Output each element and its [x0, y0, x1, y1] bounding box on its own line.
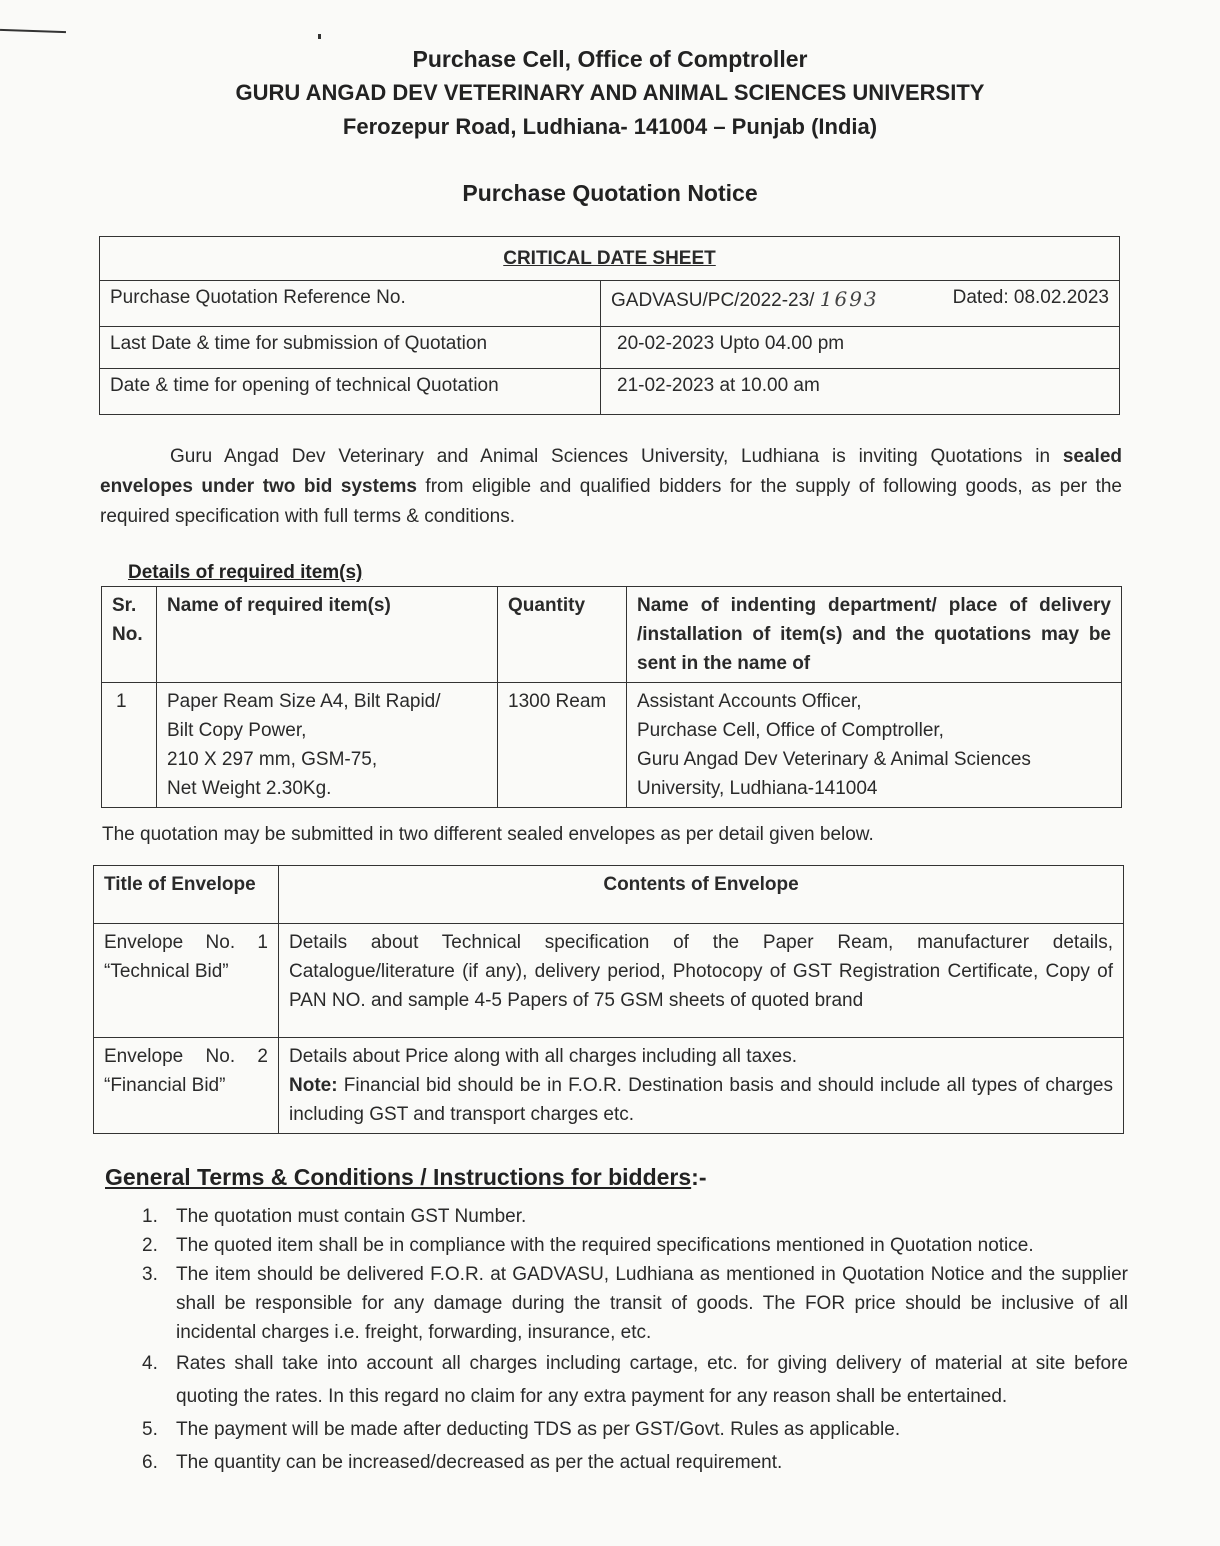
cds-label: Date & time for opening of technical Quotation — [100, 369, 601, 415]
term-number: 5. — [142, 1419, 158, 1440]
envelope-table — [93, 865, 1124, 1134]
envelope-1-title — [94, 924, 279, 1038]
items-header-department: Name of indenting department/ place of delivery /installation of item(s) and the quotations may be sent in the name of — [627, 587, 1122, 683]
header-university-name: GURU ANGAD DEV VETERINARY AND ANIMAL SCIENCES UNIVERSITY — [235, 80, 985, 105]
reference-date: Dated: 08.02.2023 — [952, 287, 1109, 308]
cds-value: 21-02-2023 at 10.00 am — [601, 369, 1120, 415]
items-header-name: Name of required item(s) — [157, 587, 498, 683]
intro-text-1: Guru Angad Dev Veterinary and Animal Sciences University, Ludhiana is inviting Quotations in — [170, 446, 1051, 467]
term-item — [106, 1347, 1128, 1413]
envelope-header-contents: Contents of Envelope — [279, 866, 1124, 924]
item-dept-line: Assistant Accounts Officer, — [637, 691, 862, 712]
items-table — [101, 586, 1122, 808]
header-address: Ferozepur Road, Ludhiana- 141004 – Punjab (India) — [342, 114, 878, 139]
envelope-1-label: “Technical Bid” — [104, 961, 229, 982]
items-header-sr: Sr. No. — [102, 587, 157, 683]
reference-number: GADVASU/PC/2022-23/ — [611, 290, 815, 311]
term-number: 1. — [142, 1206, 158, 1227]
envelope-header-title: Title of Envelope — [94, 866, 279, 924]
cds-reference-value — [601, 281, 1120, 327]
term-text: The quotation must contain GST Number. — [176, 1206, 527, 1227]
term-item — [106, 1202, 1128, 1231]
item-department — [627, 683, 1122, 808]
note-text: Financial bid should be in F.O.R. Destination basis and should include all types of charges including GST and transport charges etc. — [289, 1075, 1113, 1125]
term-text: The item should be delivered F.O.R. at GADVASU, Ludhiana as mentioned in Quotation Notice and the supplier shall be responsible for any damage during the transit of goods. The FOR price should be inclusive of all incidental charges i.e. freight, forwarding, insurance, etc. — [176, 1264, 1128, 1343]
term-text: The quantity can be increased/decreased as per the actual requirement. — [176, 1452, 783, 1473]
items-section-title: Details of required item(s) — [128, 562, 363, 583]
envelope-2-number: Envelope No. 2 — [104, 1046, 268, 1067]
term-item — [106, 1413, 1128, 1446]
envelope-2-label: “Financial Bid” — [104, 1075, 226, 1096]
envelope-2-text: Details about Price along with all charges including all taxes. — [289, 1046, 797, 1067]
items-header-quantity: Quantity — [498, 587, 627, 683]
term-number: 2. — [142, 1235, 158, 1256]
scan-mark — [0, 29, 66, 33]
terms-list — [106, 1202, 1128, 1479]
handwritten-number: 1693 — [819, 287, 879, 311]
critical-date-sheet-title: CRITICAL DATE SHEET — [503, 247, 716, 269]
term-number: 4. — [142, 1353, 158, 1374]
envelope-1-contents: Details about Technical specification of the Paper Ream, manufacturer details, Catalogue/literature (if any), delivery period, Photocopy of GST Registration Certificate, Copy of PAN NO. and sample 4-5 Papers of 75 GSM sheets of quoted brand — [279, 924, 1124, 1038]
term-item — [106, 1260, 1128, 1347]
cds-label: Purchase Quotation Reference No. — [100, 281, 601, 327]
terms-title-text: General Terms & Conditions / Instructions for bidders — [105, 1164, 692, 1190]
term-text: The quoted item shall be in compliance with the required specifications mentioned in Quotation notice. — [176, 1235, 1034, 1256]
item-name-line: Paper Ream Size A4, Bilt Rapid/ — [167, 691, 441, 712]
term-item — [106, 1231, 1128, 1260]
intro-text-2: from eligible and qualified bidders for the supply of following goods, as per the required specification with full terms & conditions. — [100, 476, 1122, 527]
item-sr: 1 — [102, 683, 157, 808]
scan-mark — [318, 34, 321, 39]
note-label: Note: — [289, 1075, 338, 1096]
term-item — [106, 1446, 1128, 1479]
item-name — [157, 683, 498, 808]
intro-bold-text: sealed envelopes under two bid systems — [100, 446, 1122, 497]
header-line-1: Purchase Cell, Office of Comptroller — [412, 46, 808, 72]
item-name-line: Net Weight 2.30Kg. — [167, 778, 332, 799]
critical-date-sheet — [99, 236, 1120, 415]
item-dept-line: University, Ludhiana-141004 — [637, 778, 878, 799]
term-number: 6. — [142, 1452, 158, 1473]
envelope-2-contents — [279, 1038, 1124, 1134]
envelope-intro: The quotation may be submitted in two different sealed envelopes as per detail given below. — [102, 824, 874, 845]
item-name-line: Bilt Copy Power, — [167, 720, 307, 741]
item-quantity: 1300 Ream — [498, 683, 627, 808]
terms-title — [105, 1164, 706, 1191]
term-text: The payment will be made after deducting TDS as per GST/Govt. Rules as applicable. — [176, 1419, 901, 1440]
item-dept-line: Guru Angad Dev Veterinary & Animal Sciences — [637, 749, 1031, 770]
intro-paragraph — [100, 442, 1122, 532]
terms-title-suffix: :- — [691, 1164, 707, 1190]
term-number: 3. — [142, 1264, 158, 1285]
cds-value: 20-02-2023 Upto 04.00 pm — [601, 327, 1120, 369]
notice-title: Purchase Quotation Notice — [462, 180, 758, 206]
envelope-2-title — [94, 1038, 279, 1134]
cds-label: Last Date & time for submission of Quotation — [100, 327, 601, 369]
item-dept-line: Purchase Cell, Office of Comptroller, — [637, 720, 944, 741]
item-name-line: 210 X 297 mm, GSM-75, — [167, 749, 378, 770]
envelope-1-number: Envelope No. 1 — [104, 932, 268, 953]
term-text: Rates shall take into account all charges including cartage, etc. for giving delivery of material at site before quoting the rates. In this regard no claim for any extra payment for any reason shall be entertained. — [176, 1353, 1128, 1407]
